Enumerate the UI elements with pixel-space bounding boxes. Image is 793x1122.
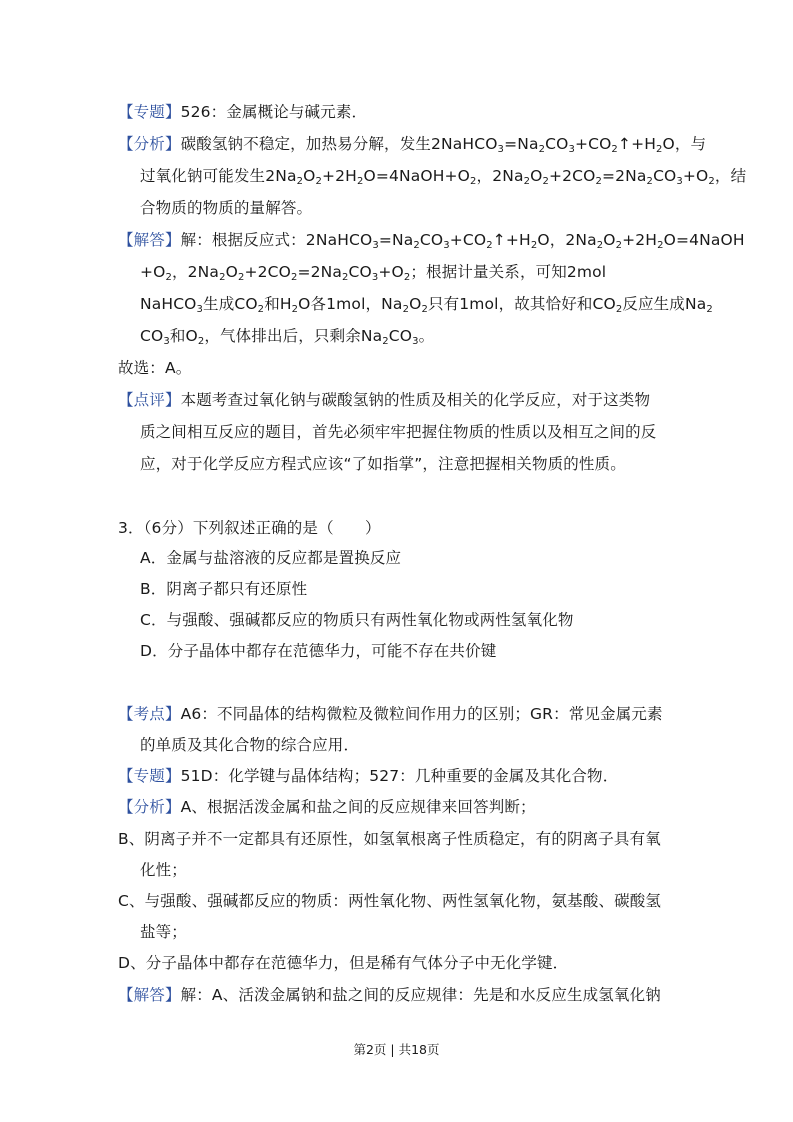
analysis2-b-line-1: B、阴离子并不一定都具有还原性，如氢氧根离子性质稳定，有的阴离子具有氧 <box>118 830 661 848</box>
topic-line <box>118 102 367 122</box>
analysis2-d-line: D、分子晶体中都存在范德华力，但是稀有气体分子中无化学键． <box>118 954 569 972</box>
tag-zhuanti: 【专题】 <box>118 103 181 121</box>
answer-line: 故选：A。 <box>118 359 192 377</box>
analysis2-b-line-2: 化性； <box>140 861 187 879</box>
solution-line-2: $+O_2$，$2Na_2O_2+2CO_2=2Na_2CO_3+O_2$；根据计量关系，可知2mol <box>140 263 607 283</box>
analysis-line-1: 【分析】碳酸氢钠不稳定，加热易分解，发生$2NaHCO_3=Na_2CO_3+CO_2↑+H_2O$，与 <box>118 135 707 155</box>
analysis2-c-line-2: 盐等； <box>140 923 187 941</box>
tag-jieda: 【解答】 <box>118 231 181 249</box>
topic-text: 526：金属概论与碱元素． <box>180 103 368 121</box>
analysis-line-2: 过氧化钠可能发生$2Na_2O_2+2H_2O=4NaOH+O_2$，$2Na_2O_2+2CO_2=2Na_2CO_3+O_2$，结 <box>140 167 747 187</box>
option-c: C．与强酸、强碱都反应的物质只有两性氧化物或两性氢氧化物 <box>140 611 574 629</box>
analysis2-c-line-1: C、与强酸、强碱都反应的物质：两性氧化物、两性氢氧化物，氨基酸、碳酸氢 <box>118 892 662 910</box>
analysis2-line-1: 【分析】A、根据活泼金属和盐之间的反应规律来回答判断； <box>118 798 536 816</box>
tag-fenxi: 【分析】 <box>118 135 181 153</box>
comment-line-2: 质之间相互反应的题目，首先必须牢牢把握住物质的性质以及相互之间的反 <box>140 423 657 441</box>
tag-fenxi-2: 【分析】 <box>118 798 181 816</box>
question-stem: 3．（6分）下列叙述正确的是（ ） <box>118 519 381 537</box>
option-b: B．阴离子都只有还原性 <box>140 580 308 598</box>
tag-zhuanti-2: 【专题】 <box>118 767 181 785</box>
page-footer: 第2页 | 共18页 <box>353 1042 440 1057</box>
kaodian-line-1: 【考点】A6：不同晶体的结构微粒及微粒间作用力的区别；GR：常见金属元素 <box>118 705 663 723</box>
topic-line-2: 【专题】51D：化学键与晶体结构；527：几种重要的金属及其化合物． <box>118 767 619 785</box>
option-d: D．分子晶体中都存在范德华力，可能不存在共价键 <box>140 642 497 660</box>
solution-line-3: NaHCO$_3$生成$CO_2$和$H_2O$各1mol，$Na_2O_2$只有1mol，故其恰好和$CO_2$反应生成$Na_2$ <box>140 295 713 315</box>
tag-kaodian: 【考点】 <box>118 705 181 723</box>
solution-line-1: 【解答】解：根据反应式：$2NaHCO_3=Na_2CO_3+CO_2↑+H_2O$，$2Na_2O_2+2H_2O=4NaOH$ <box>118 231 745 251</box>
comment-line-1: 【点评】本题考查过氧化钠与碳酸氢钠的性质及相关的化学反应，对于这类物 <box>118 391 651 409</box>
solution2-line-1: 【解答】解：A、活泼金属钠和盐之间的反应规律：先是和水反应生成氢氧化钠 <box>118 986 661 1004</box>
solution-line-4: $CO_3$和$O_2$，气体排出后，只剩余$Na_2CO_3$。 <box>140 327 435 347</box>
tag-jieda-2: 【解答】 <box>118 986 181 1004</box>
analysis-line-3: 合物质的物质的量解答。 <box>140 199 313 217</box>
kaodian-line-2: 的单质及其化合物的综合应用． <box>140 736 360 754</box>
option-a: A．金属与盐溶液的反应都是置换反应 <box>140 549 402 567</box>
comment-line-3: 应，对于化学反应方程式应该“了如指掌”，注意把握相关物质的性质。 <box>140 455 626 473</box>
tag-dianping: 【点评】 <box>118 391 181 409</box>
